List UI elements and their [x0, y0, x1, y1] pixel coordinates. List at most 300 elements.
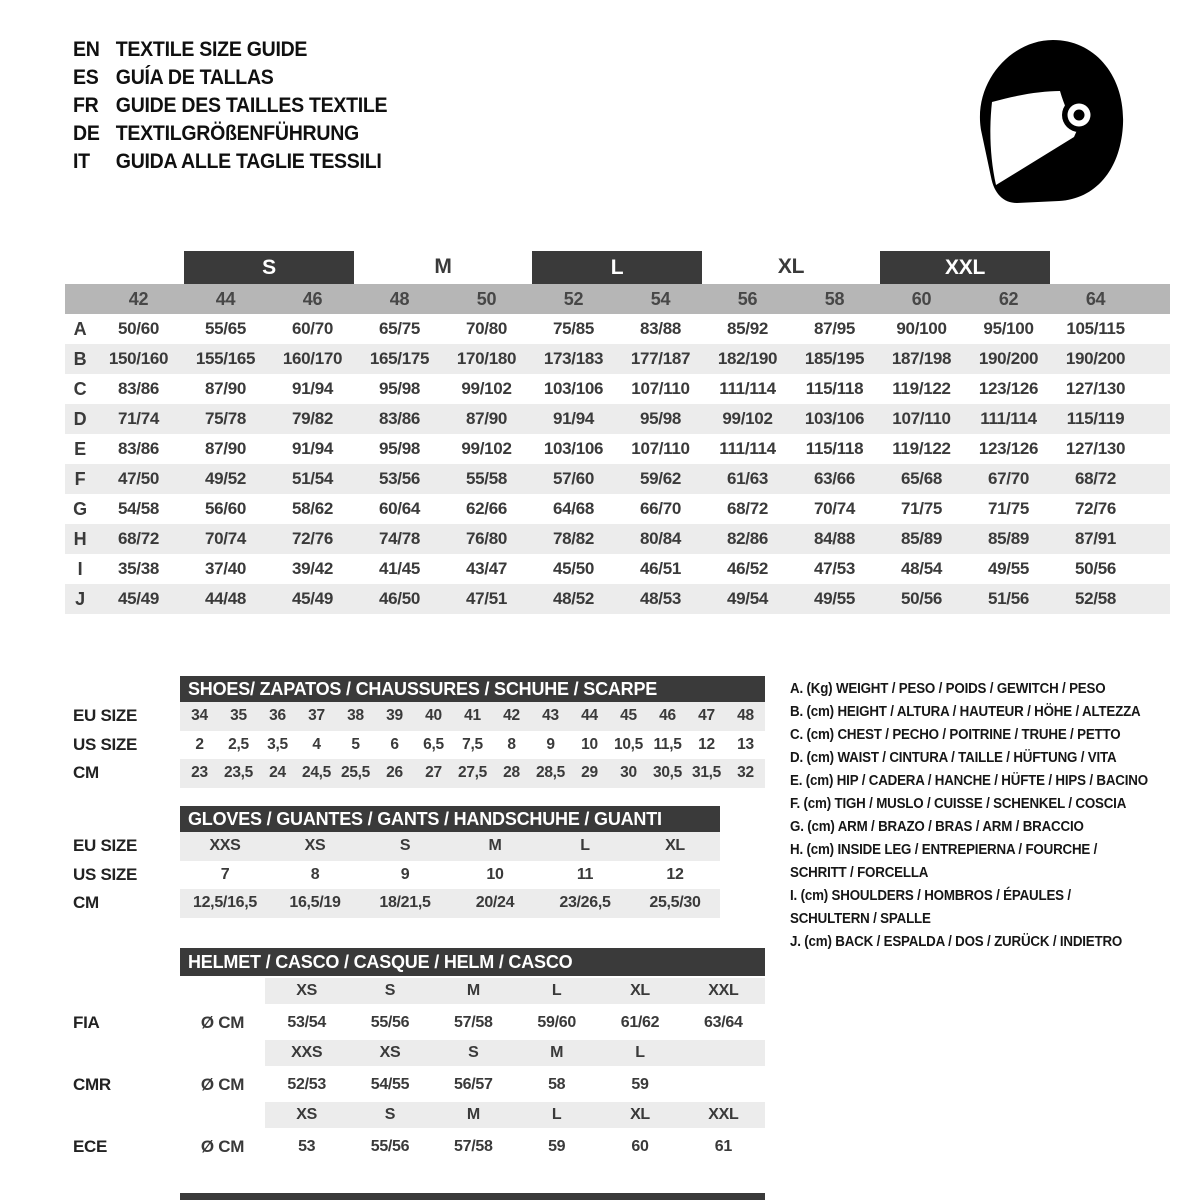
legend-line — [790, 931, 1200, 954]
shoes-size-table — [65, 676, 765, 788]
measure-value: 71/74 — [95, 404, 182, 434]
measure-value: 55/65 — [204, 319, 247, 338]
value-cell: S — [399, 837, 411, 855]
measure-value: 123/126 — [978, 379, 1039, 398]
legend-unit: (cm) — [800, 888, 832, 904]
measure-value: 160/170 — [269, 344, 356, 374]
legend-terms: WAIST / CINTURA / TAILLE / HÜFTUNG / VITA — [837, 750, 1117, 766]
measure-value: 60/70 — [291, 319, 334, 338]
measure-value: 51/56 — [965, 584, 1052, 614]
measure-value: 105/115 — [1066, 319, 1125, 338]
legend-line — [790, 793, 1200, 816]
measure-value: 84/88 — [791, 524, 878, 554]
value-cell: 7,5 — [462, 735, 483, 753]
measure-value: 45/49 — [269, 584, 356, 614]
measure-value: 72/76 — [269, 524, 356, 554]
legend-line — [790, 724, 1200, 747]
value-cell: XXS — [291, 1044, 323, 1061]
size-number: 50 — [443, 284, 530, 314]
row-values — [180, 1069, 765, 1100]
measure-row-g — [65, 494, 1170, 524]
measure-value: 58/62 — [291, 499, 334, 518]
value-cell: 25,5 — [341, 764, 370, 782]
value-cell: 28 — [503, 764, 520, 782]
measure-row-j — [65, 584, 1170, 614]
measure-value: 91/94 — [291, 379, 334, 398]
row-values — [180, 889, 720, 918]
measure-value: 49/55 — [988, 559, 1030, 578]
measure-value: 51/54 — [269, 464, 356, 494]
value-cell: XS — [304, 837, 326, 855]
helmet-size-table — [65, 948, 765, 1162]
value-cell: 45 — [620, 707, 637, 725]
legend-key: D. — [790, 750, 807, 766]
value-cell: 26 — [386, 764, 403, 782]
table-row — [65, 1069, 765, 1100]
row-letter: B — [65, 344, 95, 374]
row-values — [180, 1007, 765, 1038]
row-label-eu-size: EU SIZE — [73, 706, 138, 726]
legend-line — [790, 678, 1200, 701]
size-number: 64 — [1052, 284, 1139, 314]
measure-value: 47/53 — [813, 559, 856, 578]
size-group-label-m: M — [434, 255, 452, 278]
value-cell: 25,5/30 — [649, 894, 701, 912]
value-cell: S — [384, 1106, 396, 1123]
measure-value: 107/110 — [878, 404, 965, 434]
value-cell: XXL — [708, 1106, 739, 1123]
measure-value: 83/86 — [356, 404, 443, 434]
measure-value: 85/89 — [965, 524, 1052, 554]
filler-cell — [1139, 404, 1170, 434]
value-cell: L — [635, 1044, 645, 1061]
shoes-section-title: SHOES/ ZAPATOS / CHAUSSURES / SCHUHE / SCARPE — [180, 676, 765, 702]
measure-value: 76/80 — [443, 524, 530, 554]
measure-value: 91/94 — [291, 439, 334, 458]
measure-row-e — [65, 434, 1170, 464]
row-letter: A — [73, 318, 87, 339]
value-cell: 54/55 — [370, 1075, 410, 1093]
measure-value: 83/86 — [117, 379, 160, 398]
value-cell: 23/26,5 — [559, 894, 611, 912]
value-cell: 13 — [737, 735, 754, 753]
legend-key: G. — [790, 819, 808, 835]
measure-value: 83/88 — [639, 319, 682, 338]
value-cell: 58 — [548, 1075, 566, 1093]
value-cell: 24 — [269, 764, 286, 782]
language-list — [73, 36, 387, 176]
measure-value: 53/56 — [356, 464, 443, 494]
value-cell: 60 — [631, 1137, 649, 1155]
value-cell: XS — [379, 1044, 401, 1061]
gloves-size-table — [65, 806, 720, 918]
measure-value: 83/86 — [117, 439, 160, 458]
value-cell: 23 — [191, 764, 208, 782]
measure-value: 99/102 — [461, 379, 512, 398]
measure-value: 48/52 — [530, 584, 617, 614]
measurement-legend — [790, 678, 1200, 954]
measure-value: 72/76 — [1075, 499, 1117, 518]
legend-item-h — [790, 839, 1200, 885]
size-number: 58 — [791, 284, 878, 314]
measure-value: 107/110 — [631, 439, 690, 458]
table-row — [65, 889, 720, 918]
measure-value: 46/51 — [639, 559, 682, 578]
measure-value: 85/89 — [878, 524, 965, 554]
value-cell: 36 — [269, 707, 286, 725]
value-cell: 5 — [351, 735, 360, 753]
measure-value: 170/180 — [443, 344, 530, 374]
measure-value: 177/187 — [617, 344, 704, 374]
value-cell: 20/24 — [475, 894, 515, 912]
language-code: DE — [73, 122, 100, 145]
value-cell: 11,5 — [653, 735, 682, 753]
row-letter: J — [65, 584, 95, 614]
legend-terms: ARM / BRAZO / BRAS / ARM / BRACCIO — [837, 819, 1084, 835]
value-cell: 18/21,5 — [379, 894, 431, 912]
row-letter: C — [73, 378, 87, 399]
row-values — [180, 832, 720, 861]
measure-value: 65/68 — [878, 464, 965, 494]
legend-line — [790, 747, 1200, 770]
measure-value: 95/98 — [617, 404, 704, 434]
measure-value: 99/102 — [704, 404, 791, 434]
measure-row-i — [65, 554, 1170, 584]
measure-value: 187/198 — [878, 344, 965, 374]
filler-cell — [1139, 250, 1170, 284]
legend-unit: (Kg) — [806, 681, 836, 697]
size-number: 54 — [617, 284, 704, 314]
row-letter: H — [65, 524, 95, 554]
filler-cell — [1139, 284, 1170, 314]
row-label-empty — [65, 1038, 180, 1069]
measure-row-a — [65, 314, 1170, 344]
value-cell: L — [551, 1106, 562, 1123]
row-values — [180, 1131, 765, 1162]
size-number: 44 — [182, 284, 269, 314]
textile-size-table — [65, 250, 1170, 614]
measure-value: 185/195 — [791, 344, 878, 374]
measure-value: 95/98 — [378, 439, 421, 458]
language-code: FR — [73, 94, 99, 117]
measure-value: 68/72 — [95, 524, 182, 554]
legend-key: I. — [790, 888, 801, 904]
measure-value: 190/200 — [965, 344, 1052, 374]
measure-value: 115/118 — [805, 439, 864, 458]
legend-terms: BACK / ESPALDA / DOS / ZURÜCK / INDIETRO — [835, 934, 1123, 950]
value-cell: XL — [630, 982, 650, 999]
measure-value: 57/60 — [530, 464, 617, 494]
value-cell: 57/58 — [454, 1013, 493, 1031]
measure-value: 48/53 — [617, 584, 704, 614]
value-cell: 48 — [737, 707, 754, 725]
value-cell: 59 — [548, 1137, 566, 1155]
measure-value: 182/190 — [704, 344, 791, 374]
value-cell: XXS — [209, 837, 241, 855]
legend-item-b — [790, 701, 1200, 724]
measure-value: 43/47 — [465, 559, 508, 578]
bottom-cutoff-bar — [180, 1193, 765, 1200]
value-cell: 30,5 — [653, 764, 682, 782]
legend-key: B. — [790, 704, 807, 720]
measure-value: 70/80 — [465, 319, 508, 338]
language-title: TEXTILE SIZE GUIDE — [115, 38, 308, 61]
legend-item-i — [790, 885, 1200, 931]
measure-value: 111/114 — [965, 404, 1052, 434]
measure-value: 70/74 — [182, 524, 269, 554]
row-values — [180, 702, 765, 731]
gloves-section-title: GLOVES / GUANTES / GANTS / HANDSCHUHE / GUANTI — [180, 806, 720, 832]
filler-cell — [1139, 524, 1170, 554]
value-cell: M — [466, 982, 480, 999]
measure-value: 87/90 — [204, 379, 247, 398]
language-code: EN — [73, 38, 100, 61]
measure-value: 52/58 — [1052, 584, 1139, 614]
corner-cell — [65, 250, 95, 284]
measure-value: 103/106 — [543, 379, 604, 398]
measure-value: 59/62 — [617, 464, 704, 494]
legend-terms: HIP / CADERA / HANCHE / HÜFTE / HIPS / BACINO — [836, 773, 1148, 789]
measure-value: 70/74 — [813, 499, 856, 518]
measure-row-f — [65, 464, 1170, 494]
value-cell: 46 — [659, 707, 676, 725]
value-cell: 43 — [542, 707, 559, 725]
measure-value: 56/60 — [204, 499, 247, 518]
language-title: GUÍA DE TALLAS — [115, 66, 274, 89]
measure-value: 75/85 — [552, 319, 595, 338]
measure-value: 45/49 — [95, 584, 182, 614]
measure-value: 50/56 — [1075, 559, 1117, 578]
value-cell: 27,5 — [458, 764, 487, 782]
row-letter: E — [74, 438, 86, 459]
table-row — [65, 759, 765, 788]
row-values — [180, 1038, 765, 1069]
size-group-cell — [704, 250, 878, 284]
value-cell: 57/58 — [454, 1137, 493, 1155]
table-row — [65, 1131, 765, 1162]
unit-cell: Ø CM — [200, 1074, 245, 1094]
measure-value: 111/114 — [719, 439, 776, 458]
value-cell: 10,5 — [614, 735, 643, 753]
value-cell: XS — [296, 982, 318, 999]
filler-cell — [1139, 464, 1170, 494]
measure-value: 71/75 — [900, 499, 943, 518]
language-row — [73, 148, 387, 176]
value-cell: 2,5 — [228, 735, 249, 753]
legend-line — [790, 701, 1200, 724]
language-row — [73, 120, 387, 148]
measure-value: 79/82 — [269, 404, 356, 434]
table-row — [65, 1038, 765, 1069]
value-cell: 12 — [666, 865, 684, 883]
size-group-label-xl: XL — [777, 255, 805, 278]
legend-unit: (cm) — [806, 704, 838, 720]
value-cell: 7 — [220, 865, 230, 883]
filler-cell — [1139, 434, 1170, 464]
measure-value: 99/102 — [461, 439, 512, 458]
measure-value: 119/122 — [892, 379, 951, 398]
legend-terms: CHEST / PECHO / POITRINE / TRUHE / PETTO — [837, 727, 1121, 743]
measure-value: 123/126 — [978, 439, 1039, 458]
numeric-size-header-row — [65, 284, 1170, 314]
measure-value: 111/114 — [719, 379, 776, 398]
spacer-cell — [65, 284, 95, 314]
measure-value: 41/45 — [378, 559, 421, 578]
measure-value: 95/98 — [378, 379, 421, 398]
size-number: 46 — [269, 284, 356, 314]
measure-value: 68/72 — [1052, 464, 1139, 494]
measure-value: 115/119 — [1052, 404, 1139, 434]
measure-value: 71/75 — [988, 499, 1030, 518]
table-row — [65, 861, 720, 890]
measure-value: 60/64 — [378, 499, 421, 518]
value-cell: S — [384, 982, 396, 999]
measure-value: 87/90 — [204, 439, 247, 458]
legend-line — [790, 816, 1200, 839]
value-cell: XXL — [708, 982, 739, 999]
measure-value: 47/51 — [443, 584, 530, 614]
filler-cell — [1139, 374, 1170, 404]
legend-line — [790, 770, 1200, 793]
row-letter: F — [65, 464, 95, 494]
legend-item-e — [790, 770, 1200, 793]
measure-value: 44/48 — [182, 584, 269, 614]
legend-key: C. — [790, 727, 807, 743]
language-code: IT — [73, 150, 90, 173]
measure-value: 63/66 — [791, 464, 878, 494]
legend-unit: (cm) — [803, 796, 835, 812]
legend-item-a — [790, 678, 1200, 701]
legend-unit: (cm) — [806, 842, 838, 858]
value-cell: 37 — [308, 707, 325, 725]
measure-row-h — [65, 524, 1170, 554]
row-label-us-size: US SIZE — [73, 864, 138, 884]
row-label-cmr: CMR — [73, 1074, 111, 1094]
legend-terms: TIGH / MUSLO / CUISSE / SCHENKEL / COSCIA — [834, 796, 1127, 812]
measure-value: 91/94 — [530, 404, 617, 434]
filler-cell — [1139, 584, 1170, 614]
value-cell: 6,5 — [423, 735, 444, 753]
shoes-title-spacer — [65, 676, 180, 702]
measure-value: 95/100 — [983, 319, 1034, 338]
measure-value: 61/63 — [704, 464, 791, 494]
row-label-us-size: US SIZE — [73, 734, 138, 754]
measure-value: 74/78 — [356, 524, 443, 554]
measure-value: 127/130 — [1065, 439, 1126, 458]
table-row — [65, 1100, 765, 1131]
size-number: 42 — [95, 284, 182, 314]
measure-value: 119/122 — [892, 439, 951, 458]
legend-line — [790, 885, 1200, 908]
row-label-cm: CM — [73, 763, 99, 783]
size-group-cell — [878, 250, 1052, 284]
measure-value: 115/118 — [805, 379, 864, 398]
measure-value: 127/130 — [1065, 379, 1126, 398]
measure-row-b — [65, 344, 1170, 374]
measure-value: 46/50 — [356, 584, 443, 614]
measure-value: 87/90 — [443, 404, 530, 434]
value-cell: 11 — [576, 865, 594, 883]
value-cell: M — [466, 1106, 480, 1123]
size-number: 62 — [965, 284, 1052, 314]
value-cell: 59 — [631, 1075, 649, 1093]
size-number: 60 — [878, 284, 965, 314]
row-letter: G — [73, 498, 87, 519]
measure-value: 66/70 — [639, 499, 682, 518]
group-gap-cell — [1052, 250, 1139, 284]
measure-value: 55/58 — [443, 464, 530, 494]
unit-cell: Ø CM — [200, 1012, 245, 1032]
measure-value: 103/106 — [543, 439, 604, 458]
row-label-fia: FIA — [73, 1012, 100, 1032]
row-letter: I — [77, 558, 83, 579]
legend-key: A. — [790, 681, 807, 697]
row-values — [180, 861, 720, 890]
language-title: TEXTILGRÖßENFÜHRUNG — [115, 122, 359, 145]
value-cell: 28,5 — [536, 764, 565, 782]
value-cell: 59/60 — [537, 1013, 576, 1031]
measure-value: 64/68 — [552, 499, 595, 518]
value-cell: 39 — [386, 707, 403, 725]
size-number: 52 — [530, 284, 617, 314]
legend-unit: (cm) — [805, 773, 837, 789]
legend-line — [790, 839, 1200, 862]
size-group-cell — [356, 250, 530, 284]
value-cell: 10 — [581, 735, 598, 753]
measure-value: 68/72 — [726, 499, 769, 518]
value-cell: 30 — [620, 764, 637, 782]
measure-value: 150/160 — [95, 344, 182, 374]
legend-item-f — [790, 793, 1200, 816]
value-cell: 9 — [400, 865, 410, 883]
filler-cell — [1139, 494, 1170, 524]
measure-value: 75/78 — [182, 404, 269, 434]
value-cell: 52/53 — [287, 1075, 326, 1093]
value-cell: 61/62 — [620, 1013, 660, 1031]
measure-value: 49/55 — [791, 584, 878, 614]
row-label-cm: CM — [73, 893, 99, 913]
language-row — [73, 36, 387, 64]
value-cell: 47 — [698, 707, 715, 725]
language-title: GUIDE DES TAILLES TEXTILE — [115, 94, 388, 117]
value-cell: 16,5/19 — [289, 894, 341, 912]
measure-value: 47/50 — [95, 464, 182, 494]
value-cell: 61 — [714, 1137, 732, 1155]
measure-row-c — [65, 374, 1170, 404]
legend-item-j — [790, 931, 1200, 954]
measure-value: 190/200 — [1052, 344, 1139, 374]
legend-unit: (cm) — [807, 819, 838, 835]
measure-value: 67/70 — [965, 464, 1052, 494]
language-row — [73, 92, 387, 120]
measure-value: 90/100 — [896, 319, 947, 338]
filler-cell — [1139, 554, 1170, 584]
language-title: GUIDA ALLE TAGLIE TESSILI — [115, 150, 382, 173]
row-values — [180, 731, 765, 760]
value-cell: 8 — [507, 735, 516, 753]
legend-key: H. — [790, 842, 807, 858]
language-code: ES — [73, 66, 99, 89]
value-cell: 56/57 — [454, 1075, 493, 1093]
measure-value: 48/54 — [900, 559, 943, 578]
value-cell: 35 — [230, 707, 247, 725]
legend-key: J. — [790, 934, 805, 950]
measure-value: 37/40 — [204, 559, 247, 578]
table-row — [65, 976, 765, 1007]
legend-terms: SHOULDERS / HOMBROS / ÉPAULES / — [831, 888, 1071, 904]
measure-value: 165/175 — [356, 344, 443, 374]
measure-value: 62/66 — [465, 499, 508, 518]
